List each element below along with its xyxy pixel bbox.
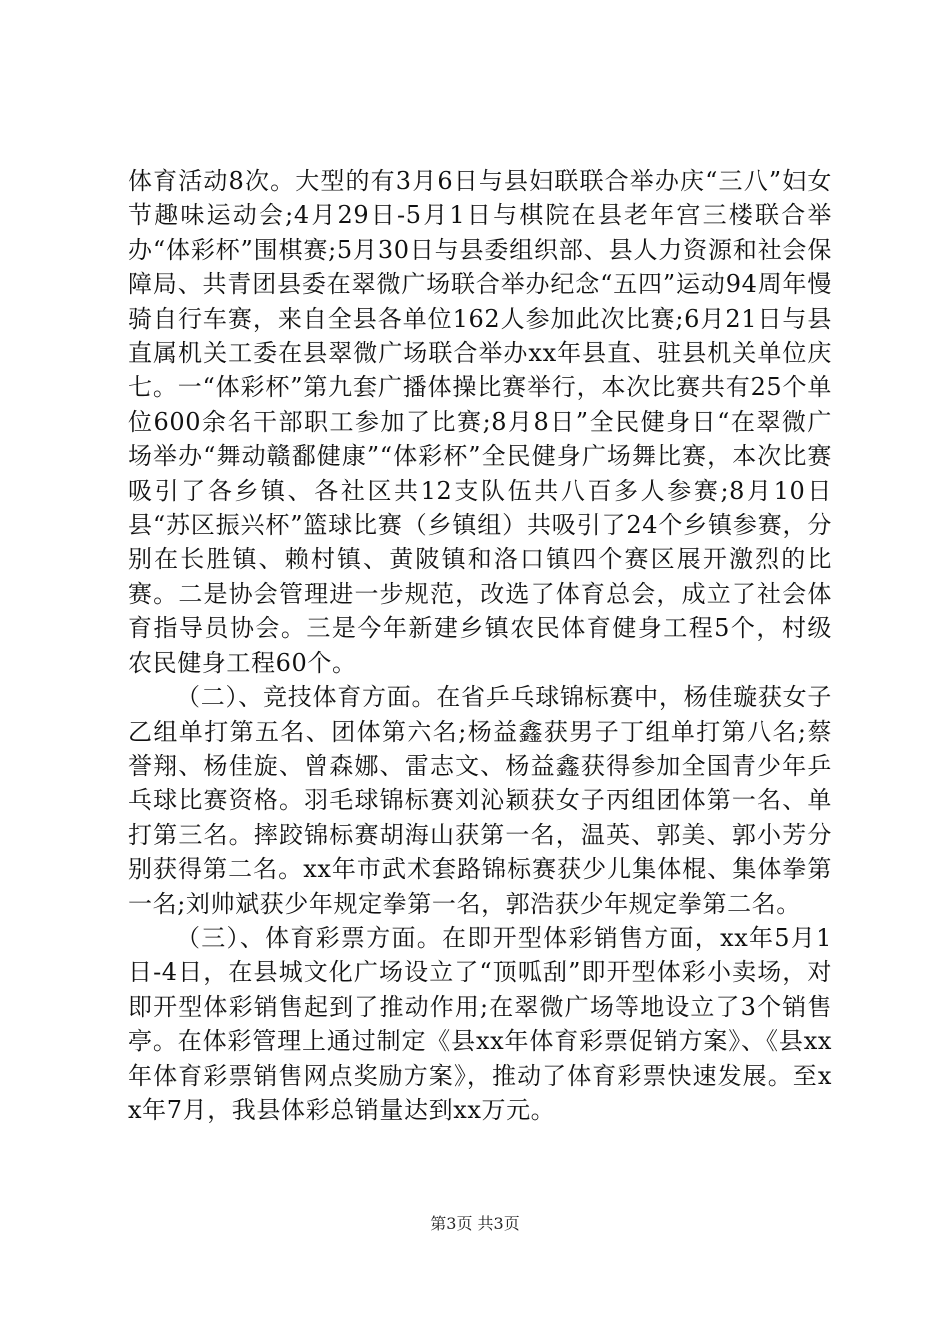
paragraph-competitive-sports: （二）、竞技体育方面。在省乒乓球锦标赛中，杨佳璇获女子乙组单打第五名、团体第六名;杨益鑫获男子丁组单打第八名;蔡誉翔、杨佳旋、曾森娜、雷志文、杨益鑫获得参加全国青少年乒乓球比赛资格。羽毛球锦标赛刘沁颖获女子丙组团体第一名、单打第三名。摔跤锦标赛胡海山获第一名，温英、郭美、郭小芳分别获得第二名。xx年市武术套路锦标赛获少儿集体棍、集体拳第一名;刘帅斌获少年规定拳第一名，郭浩获少年规定拳第二名。 xyxy=(128,683,832,918)
paragraph-sports-lottery: （三）、体育彩票方面。在即开型体彩销售方面，xx年5月1日-4日，在县城文化广场设立了“顶呱刮”即开型体彩小卖场，对即开型体彩销售起到了推动作用;在翠微广场等地设立了3个销售亭。在体彩管理上通过制定《县xx年体育彩票促销方案》、《县xx年体育彩票销售网点奖励方案》，推动了体育彩票快速发展。至xx年7月，我县体彩总销量达到xx万元。 xyxy=(128,923,832,1124)
paragraph-mass-sports: 体育活动8次。大型的有3月6日与县妇联联合举办庆“三八”妇女节趣味运动会;4月29日-5月1日与棋院在县老年宫三楼联合举办“体彩杯”围棋赛;5月30日与县委组织部、县人力资源和社会保障局、共青团县委在翠微广场联合举办纪念“五四”运动94周年慢骑自行车赛，来自全县各单位162人参加此次比赛;6月21日与县直属机关工委在县翠微广场联合举办xx年县直、驻县机关单位庆七。一“体彩杯”第九套广播体操比赛举行，本次比赛共有25个单位600余名干部职工参加了比赛;8月8日”全民健身日“在翠微广场举办“舞动赣鄱健康”“体彩杯”全民健身广场舞比赛，本次比赛吸引了各乡镇、各社区共12支队伍共八百多人参赛;8月10日县“苏区振兴杯”篮球比赛（乡镇组）共吸引了24个乡镇参赛，分别在长胜镇、赖村镇、黄陂镇和洛口镇四个赛区展开激烈的比赛。二是协会管理进一步规范，改选了体育总会，成立了社会体育指导员协会。三是今年新建乡镇农民体育健身工程5个，村级农民健身工程60个。 xyxy=(128,167,832,677)
page-footer xyxy=(0,1214,950,1234)
page-number: 第3页 共3页 xyxy=(430,1214,520,1233)
document-body xyxy=(128,164,832,1127)
